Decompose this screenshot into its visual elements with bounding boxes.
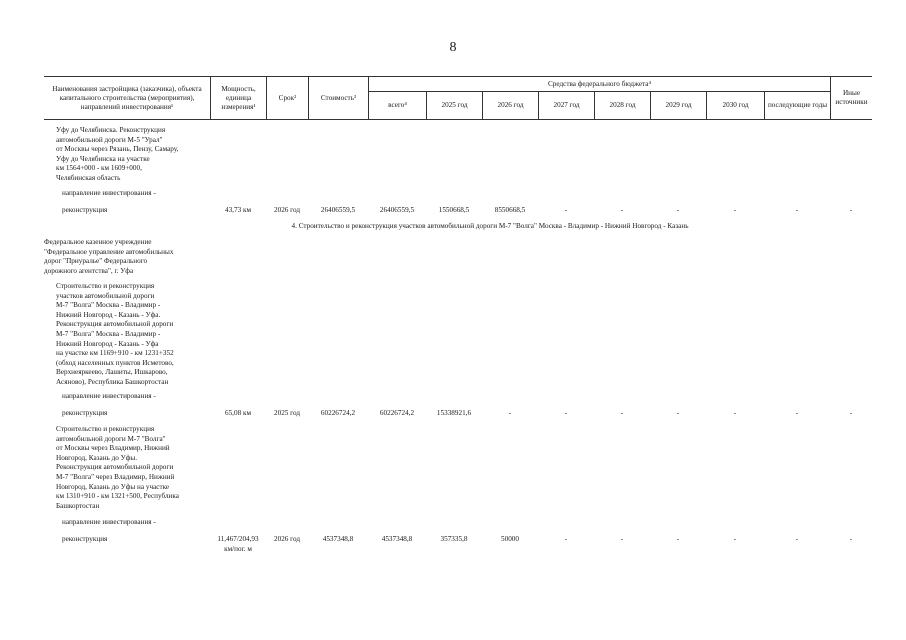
- cell-later: -: [795, 409, 799, 417]
- cell-cost: 26406559,5: [320, 206, 356, 214]
- cell-2030: -: [733, 409, 737, 417]
- investment-direction: направление инвестирования -: [62, 392, 156, 400]
- cell-2027: -: [564, 535, 568, 543]
- cell-2027: -: [564, 206, 568, 214]
- header-2029-text: 2029 год: [665, 101, 692, 109]
- cell-2025: 357335,8: [440, 535, 468, 543]
- page-number: 8: [449, 40, 457, 55]
- header-2030: [706, 91, 764, 119]
- header-2029: [650, 91, 706, 119]
- header-total-text: всего⁴: [388, 101, 407, 109]
- cell-2025: 1550668,5: [438, 206, 470, 214]
- cell-capacity: 11,467/204,93 км/пог. м: [217, 535, 259, 553]
- header-2025-text: 2025 год: [441, 101, 468, 109]
- header-2027-text: 2027 год: [553, 101, 580, 109]
- cell-capacity: 65,08 км: [224, 409, 251, 417]
- header-later: [764, 91, 830, 119]
- header-2025: [426, 91, 482, 119]
- header-cost: [308, 77, 368, 119]
- cell-total: 26406559,5: [379, 206, 415, 214]
- cell-other: -: [849, 206, 853, 214]
- header-2027: [538, 91, 594, 119]
- cell-2030: -: [733, 206, 737, 214]
- cell-capacity: 43,73 км: [224, 206, 251, 214]
- cell-term: 2025 год: [274, 409, 300, 417]
- object-description: Строительство и реконструкция участков автомобильной дороги М-7 "Волга" Москва - Владимир - Нижний Новгород - Казань - Уфа. Реконструкция автомобильной дороги М-7 "Волга" Москва - Владимир - Нижний Новгород - Казань - Уфа на участке км 1169+910 - км 1231+352 (обход населенных пунктов Исметово, Верхнеяркеево, Лашиты, Ишкарово, Асяново), Республика Башкортостан: [56, 282, 174, 386]
- cell-other: -: [849, 409, 853, 417]
- header-capacity: [210, 77, 266, 119]
- header-2026: [482, 91, 538, 119]
- object-description: Строительство и реконструкция автомобильной дороги М-7 "Волга" от Москвы через Владимир, Нижний Новгород, Казань до Уфы. Реконструкция автомобильной дороги М-7 "Волга" через Владимир, Нижний Новгород, Казань до Уфы на участке км 1310+910 - км 1321+500, Республика Башкортостан: [56, 425, 179, 510]
- header-other-text: Иные источники: [835, 89, 868, 106]
- header-other: [830, 77, 872, 119]
- cell-other: -: [849, 535, 853, 543]
- header-federal: [368, 77, 830, 91]
- header-2026-text: 2026 год: [497, 101, 524, 109]
- header-term: [266, 77, 308, 119]
- cell-2026: 50000: [501, 535, 519, 543]
- cell-2029: -: [676, 535, 680, 543]
- cell-cost: 4537348,8: [322, 535, 354, 543]
- cell-2029: -: [676, 206, 680, 214]
- header-term-text: Срок²: [278, 93, 297, 102]
- header-2028-text: 2028 год: [609, 101, 636, 109]
- row-label: реконструкция: [62, 206, 108, 214]
- investment-direction: направление инвестирования -: [62, 518, 156, 526]
- cell-total: 4537348,8: [381, 535, 413, 543]
- cell-2026: -: [508, 409, 512, 417]
- header-federal-text: Средства федерального бюджета⁴: [548, 79, 651, 88]
- object-description: Уфу до Челябинска. Реконструкция автомобильной дороги М-5 "Урал" от Москвы через Рязань, Пензу, Самару, Уфу до Челябинска на участке км 1564+000 - км 1609+000, Челябинская область: [56, 126, 179, 182]
- cell-2028: -: [620, 535, 624, 543]
- header-name-text: Наименования застройщика (заказчика), объекта капитального строительства (мероприятия), направлений инвестирования¹: [52, 84, 202, 111]
- cell-2028: -: [620, 206, 624, 214]
- cell-term: 2026 год: [274, 206, 300, 214]
- cell-2026: 8550668,5: [494, 206, 526, 214]
- row-label: реконструкция: [62, 535, 108, 543]
- header-2030-text: 2030 год: [722, 101, 749, 109]
- investment-direction: направление инвестирования -: [62, 189, 156, 197]
- cell-2029: -: [676, 409, 680, 417]
- cell-2030: -: [733, 535, 737, 543]
- cell-total: 60226724,2: [379, 409, 415, 417]
- cell-2028: -: [620, 409, 624, 417]
- cell-2027: -: [564, 409, 568, 417]
- table-header: [44, 76, 872, 120]
- header-cost-text: Стоимость³: [320, 93, 357, 102]
- cell-later: -: [795, 535, 799, 543]
- section-title: 4. Строительство и реконструкция участков автомобильной дороги М-7 "Волга" Москва - Владимир - Нижний Новгород - Казань: [291, 222, 689, 230]
- header-2028: [594, 91, 650, 119]
- header-name: [44, 77, 210, 119]
- cell-later: -: [795, 206, 799, 214]
- cell-term: 2026 год: [274, 535, 300, 543]
- cell-2025: 15338921,6: [436, 409, 472, 417]
- cell-cost: 60226724,2: [320, 409, 356, 417]
- customer-name: Федеральное казенное учреждение "Федеральное управление автомобильных дорог "Приуралье" Федерального дорожного агентства", г. Уфа: [44, 238, 174, 275]
- header-capacity-text: Мощность, единица измерения¹: [221, 84, 256, 111]
- header-total: [368, 91, 426, 119]
- row-label: реконструкция: [62, 409, 108, 417]
- header-later-text: последующие годы: [767, 101, 828, 109]
